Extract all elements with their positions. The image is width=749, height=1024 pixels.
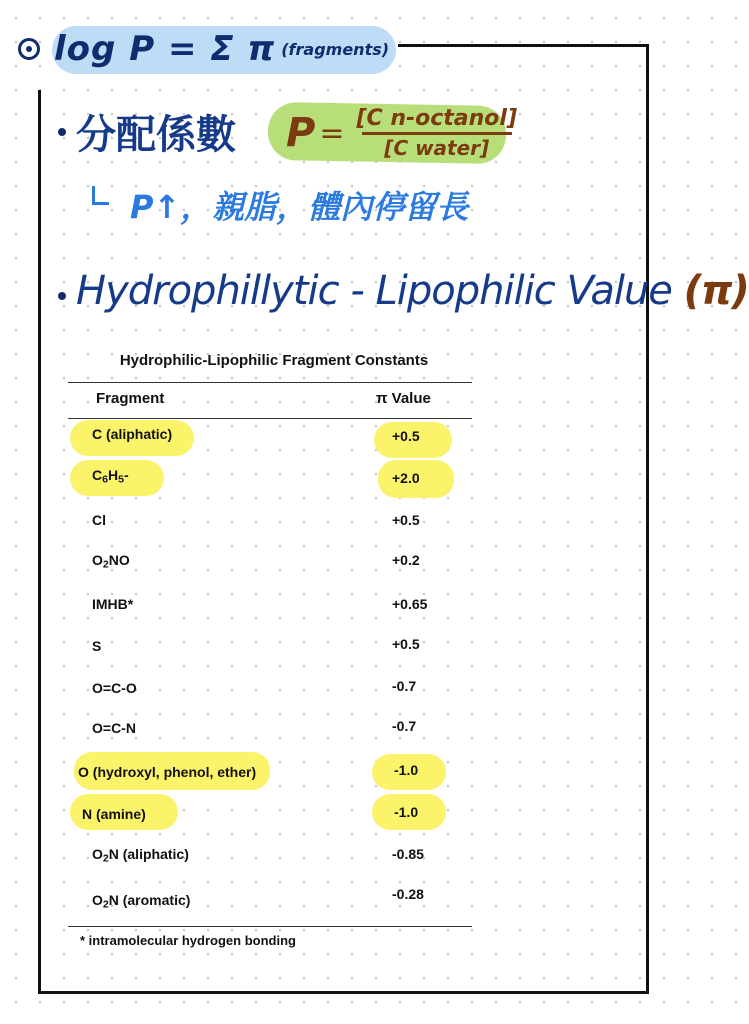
table-title: Hydrophilic-Lipophilic Fragment Constants (119, 352, 429, 369)
value-cell: -1.0 (394, 762, 419, 778)
fraction-bar (362, 132, 512, 135)
fragment-cell: IMHB* (92, 596, 134, 612)
heading-formula: log P = Σ π (54, 29, 276, 69)
fragment-cell: O=C-N (92, 720, 136, 736)
sub-point-mark (92, 186, 109, 205)
fragment-cell: O=C-O (92, 680, 137, 696)
partition-label: 分配係數 (76, 113, 236, 157)
column-header-fragment: Fragment (96, 390, 165, 407)
bullet-dot (58, 292, 66, 300)
table-header-rule (68, 418, 472, 419)
value-cell: +0.5 (392, 512, 420, 528)
frame-right-line (646, 44, 649, 994)
value-cell: -0.7 (392, 718, 417, 734)
fragment-cell: N (amine) (82, 806, 146, 822)
fragment-cell: $C_6H_5-$ (92, 467, 129, 486)
frame-top-line (398, 44, 648, 47)
fragment-cell: O (hydroxyl, phenol, ether) (78, 764, 257, 780)
table-top-rule (68, 382, 472, 383)
fraction-denominator: [C water] (384, 136, 490, 160)
bullet-dot (58, 128, 66, 136)
value-cell: +0.5 (392, 428, 420, 444)
heading-note: (fragments) (281, 39, 390, 59)
value-cell: +0.2 (392, 552, 420, 568)
frame-bottom-line (38, 991, 649, 994)
p-letter: P (286, 110, 316, 156)
value-cell: -0.7 (392, 678, 417, 694)
hl-value-text: Hydrophillytic - Lipophilic Value (76, 268, 672, 314)
value-cell: +2.0 (392, 470, 420, 486)
equals-sign: = (319, 115, 345, 151)
value-cell: -0.28 (392, 886, 424, 902)
value-cell: -1.0 (394, 804, 419, 820)
fragment-cell: $O_2NO$ (92, 552, 130, 571)
table-footnote: * intramolecular hydrogen bonding (80, 933, 296, 948)
frame-left-line (38, 90, 41, 994)
fraction (352, 106, 521, 160)
partition-note: P↑，親脂，體內停留長 (130, 188, 469, 226)
partition-formula (286, 106, 521, 160)
fragment-cell: Cl (92, 512, 106, 528)
value-cell: +0.5 (392, 636, 420, 652)
bullseye-icon (18, 38, 40, 60)
table-bottom-rule (68, 926, 472, 927)
fragment-cell: C (aliphatic) (92, 426, 173, 442)
fragment-cell: $O_2N$ (aromatic) (92, 892, 191, 911)
hl-value-title (76, 268, 749, 314)
fraction-numerator: [C n-octanol] (356, 106, 518, 131)
column-header-value: π Value (376, 390, 431, 407)
value-cell: +0.65 (392, 596, 428, 612)
page-heading (18, 22, 389, 76)
fragment-cell: $O_2N$ (aliphatic) (92, 846, 189, 865)
hl-value-pi: (π) (683, 268, 749, 314)
value-cell: -0.85 (392, 846, 424, 862)
fragment-cell: S (92, 638, 102, 654)
